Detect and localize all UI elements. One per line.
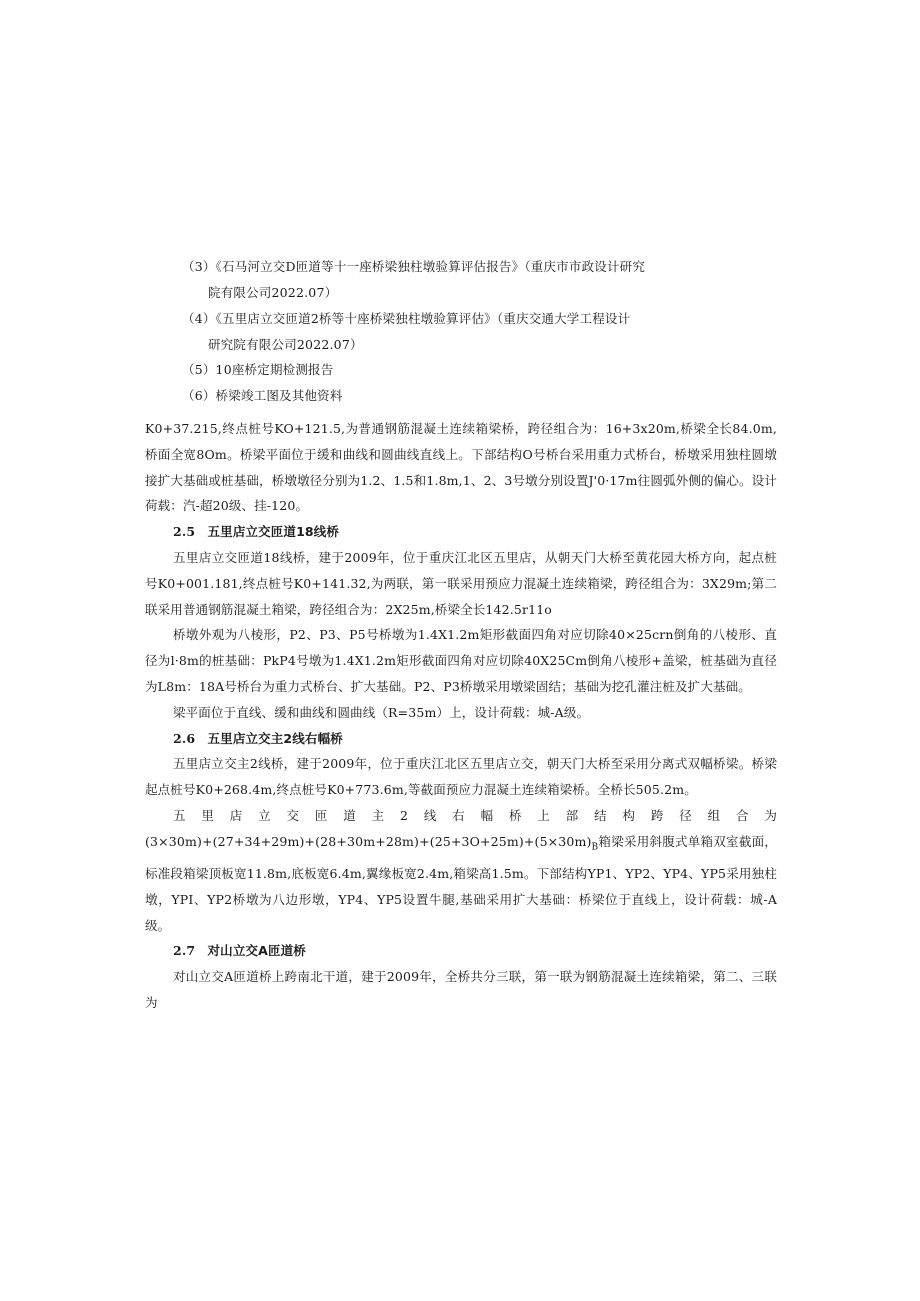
paragraph: 五里店立交匝道18线桥，建于2009年，位于重庆江北区五里店，从朝天门大桥至黄花园大桥方向，起点桩号K0+001.181,终点桩号K0+141.32,为两联，第一联采用预应力混凝土连续箱梁，跨径组合为：3X29m;第二联采用普通钢筋混凝土箱梁，跨径组合为：2X25m,桥梁全长142.5r11o xyxy=(145,549,777,617)
spread-line: 五里店立交匝道主2线右幅桥上部结构跨径组合为 xyxy=(173,807,777,823)
section-heading-2-7 xyxy=(145,938,777,964)
reference-item-3 xyxy=(182,254,652,306)
section-title: 五里店立交主2线右幅桥 xyxy=(207,730,343,746)
reference-item-5 xyxy=(182,357,652,383)
section-title: 五里店立交匝道18线桥 xyxy=(207,524,340,540)
reference-line-continued: 研究院有限公司2022.07） xyxy=(208,337,363,352)
span-formula: (3×30m)+(27+34+29m)+(28+30m+28m)+(25+3O+25m)+(5×30m) xyxy=(145,833,592,849)
section-number: 2.5 xyxy=(173,524,196,540)
intro-paragraph: K0+37.215,终点桩号KO+121.5,为普通钢筋混凝土连续箱梁桥，跨径组合为：16+3x20m,桥梁全长84.0m,桥面全宽8Om。桥梁平面位于缓和曲线和圆曲线直线上。下部结构O号桥台采用重力式桥台，桥墩采用独柱圆墩接扩大基础或桩基础，桥墩墩径分别为1.2、1.5和1.8m,1、2、3号墩分别设置J'0·17m往圆弧外侧的偏心。设计荷载：汽-超20级、挂-120。 xyxy=(145,421,777,514)
paragraph: 对山立交A匝道桥上跨南北干道，建于2009年，全桥共分三联，第一联为钢筋混凝土连续箱梁，第二、三联为 xyxy=(145,969,777,1011)
reference-item-4 xyxy=(182,306,652,358)
reference-line: （4）《五里店立交匝道2桥等十座桥梁独柱墩验算评估》（重庆交通大学工程设计 xyxy=(182,311,631,326)
span-formula-subscript: B xyxy=(591,842,599,853)
section-heading-2-6 xyxy=(145,726,777,752)
paragraph: 梁平面位于直线、缓和曲线和圆曲线（R=35m）上，设计荷载：城-A级。 xyxy=(173,704,590,720)
section-title: 对山立交A匝道桥 xyxy=(207,943,306,959)
reference-line-continued: 院有限公司2022.07） xyxy=(208,285,338,300)
section-number: 2.7 xyxy=(173,943,196,959)
body-text xyxy=(145,416,777,1016)
reference-line: （5）10座桥定期检测报告 xyxy=(182,362,334,377)
paragraph: 桥墩外观为八棱形，P2、P3、P5号桥墩为1.4X1.2m矩形截面四角对应切除40×25crn倒角的八棱形、直径为l·8m的桩基础：PkP4号墩为1.4X1.2m矩形截面四角对应切除40X25Cm倒角八棱形+盖梁，桩基础为直径为L8m：18A号桥台为重力式桥台、扩大基础。P2、P3桥墩采用墩梁固结；基础为挖孔灌注桩及扩大基础。 xyxy=(145,627,777,694)
reference-line: （3）《石马河立交D匝道等十一座桥梁独柱墩验算评估报告》（重庆市市政设计研究 xyxy=(182,259,646,274)
paragraph: 五里店立交主2线桥，建于2009年，位于重庆江北区五里店立交，朝天门大桥至采用分离式双幅桥梁。桥梁起点桩号K0+268.4m,终点桩号K0+773.6m,等截面预应力混凝土连续箱梁桥。全桥长505.2m。 xyxy=(145,756,777,798)
span-formula-paragraph xyxy=(145,829,777,939)
section-heading-2-5 xyxy=(145,519,777,545)
span-formula-continuation: 箱梁采用斜腹式单箱双室截面，标准段箱梁顶板宽11.8m,底板宽6.4m,翼缘板宽2.4m,箱梁高1.5m。下部结构YP1、YP2、YP4、YP5采用独柱墩，YPI、YP2桥墩为八边形墩，YP4、YP5设置牛腿,基础采用扩大基础：桥梁位于直线上，设计荷载：城-A级。 xyxy=(145,833,777,933)
reference-item-6 xyxy=(182,383,652,409)
reference-line: （6）桥梁竣工图及其他资料 xyxy=(182,388,343,403)
section-number: 2.6 xyxy=(173,730,196,746)
